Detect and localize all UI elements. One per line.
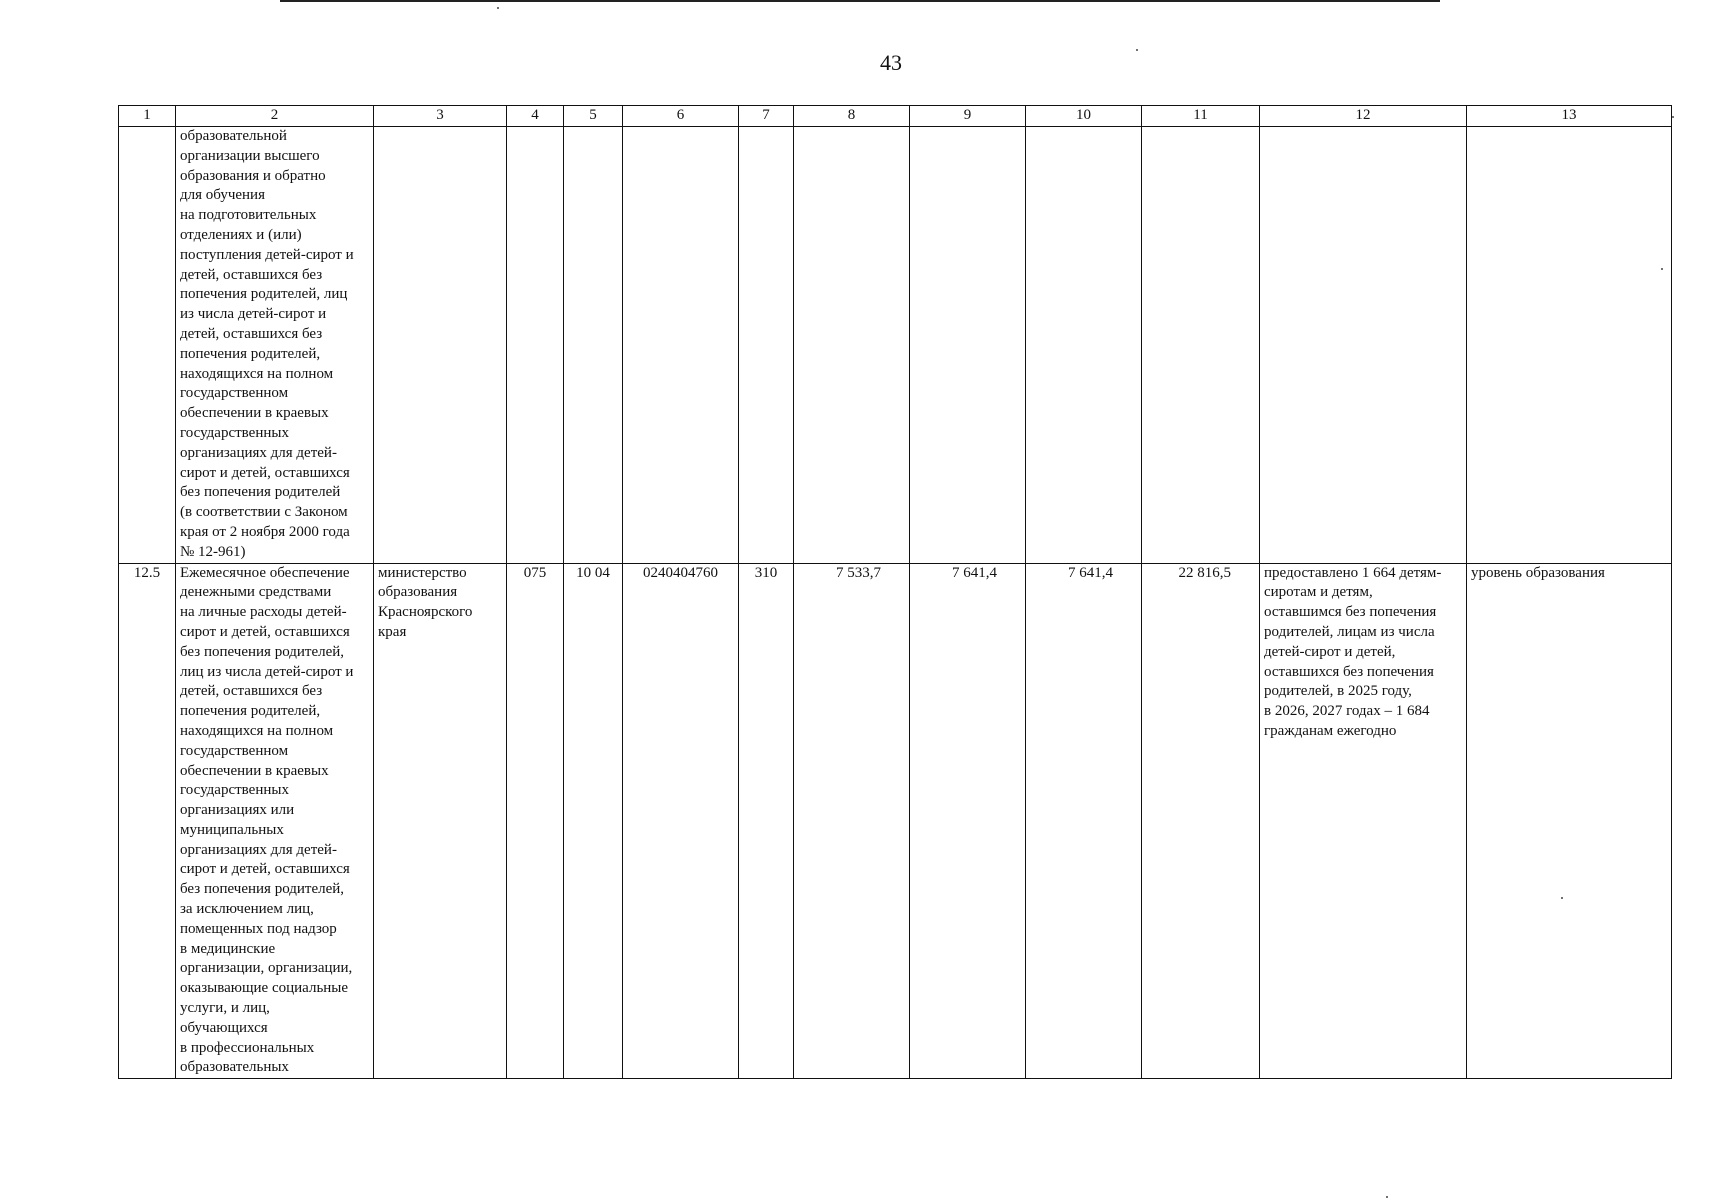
item-description-cell: образовательной организации высшего образования и обратно для обучения на подготовительных отделениях и (или) поступления детей-сирот и детей, оставшихся без попечения родителей, лиц из числа детей-сирот и детей, оставшихся без попечения родителей, находящихся на полном государственном обеспечении в краевых государственных организациях для детей- сирот и детей, оставшихся без попечения родителей (в соответствии с Законом края от 2 ноября 2000 года № 12-961) <box>176 127 374 564</box>
table-cell <box>623 127 739 564</box>
column-header: 2 <box>176 106 374 127</box>
scan-speck <box>1386 1196 1388 1198</box>
code-cell: 075 <box>507 563 564 1079</box>
column-header: 5 <box>564 106 623 127</box>
column-header: 13 <box>1467 106 1672 127</box>
table-cell <box>794 127 910 564</box>
column-header: 3 <box>374 106 507 127</box>
table-cell <box>1142 127 1260 564</box>
column-header: 11 <box>1142 106 1260 127</box>
expense-type-cell: 310 <box>739 563 794 1079</box>
table-cell <box>739 127 794 564</box>
item-number-cell: 12.5 <box>119 563 176 1079</box>
column-header: 4 <box>507 106 564 127</box>
table-cell <box>507 127 564 564</box>
table-cell <box>1026 127 1142 564</box>
item-description-cell: Ежемесячное обеспечение денежными средствами на личные расходы детей- сирот и детей, оставшихся без попечения родителей, лиц из числа детей-сирот и детей, оставшихся без попечения родителей, находящихся на полном государственном обеспечении в краевых государственных организациях или муниципальных организациях для детей- сирот и детей, оставшихся без попечения родителей, за исключением лиц, помещенных под надзор в медицинские организации, организации, оказывающие социальные услуги, и лиц, обучающихся в профессиональных образовательных <box>176 563 374 1079</box>
table-row-continuation <box>119 127 1672 564</box>
amount-cell: 7 641,4 <box>1026 563 1142 1079</box>
amount-cell: 7 533,7 <box>794 563 910 1079</box>
table-cell <box>910 127 1026 564</box>
table-cell <box>564 127 623 564</box>
column-header: 6 <box>623 106 739 127</box>
column-header: 1 <box>119 106 176 127</box>
column-header: 12 <box>1260 106 1467 127</box>
table-header-row <box>119 106 1672 127</box>
table-cell <box>119 127 176 564</box>
section-code-cell: 10 04 <box>564 563 623 1079</box>
scan-speck <box>497 7 499 9</box>
scan-top-edge <box>280 0 1440 2</box>
column-header: 10 <box>1026 106 1142 127</box>
total-amount-cell: 22 816,5 <box>1142 563 1260 1079</box>
column-header: 8 <box>794 106 910 127</box>
expected-result-cell: предоставлено 1 664 детям- сиротам и детям, оставшимся без попечения родителей, лицам из числа детей-сирот и детей, оставшихся без попечения родителей, в 2025 году, в 2026, 2027 годах – 1 684 гражданам ежегодно <box>1260 563 1467 1079</box>
budget-table <box>118 105 1672 1079</box>
table-cell <box>1260 127 1467 564</box>
scan-speck <box>1672 116 1674 118</box>
table-row-12-5 <box>119 563 1672 1079</box>
page-number: 43 <box>880 50 902 75</box>
table-cell <box>374 127 507 564</box>
target-article-cell: 0240404760 <box>623 563 739 1079</box>
amount-cell: 7 641,4 <box>910 563 1026 1079</box>
indicator-cell: уровень образования <box>1467 563 1672 1079</box>
column-header: 9 <box>910 106 1026 127</box>
responsible-body-cell: министерство образования Красноярского края <box>374 563 507 1079</box>
column-header: 7 <box>739 106 794 127</box>
table-cell <box>1467 127 1672 564</box>
